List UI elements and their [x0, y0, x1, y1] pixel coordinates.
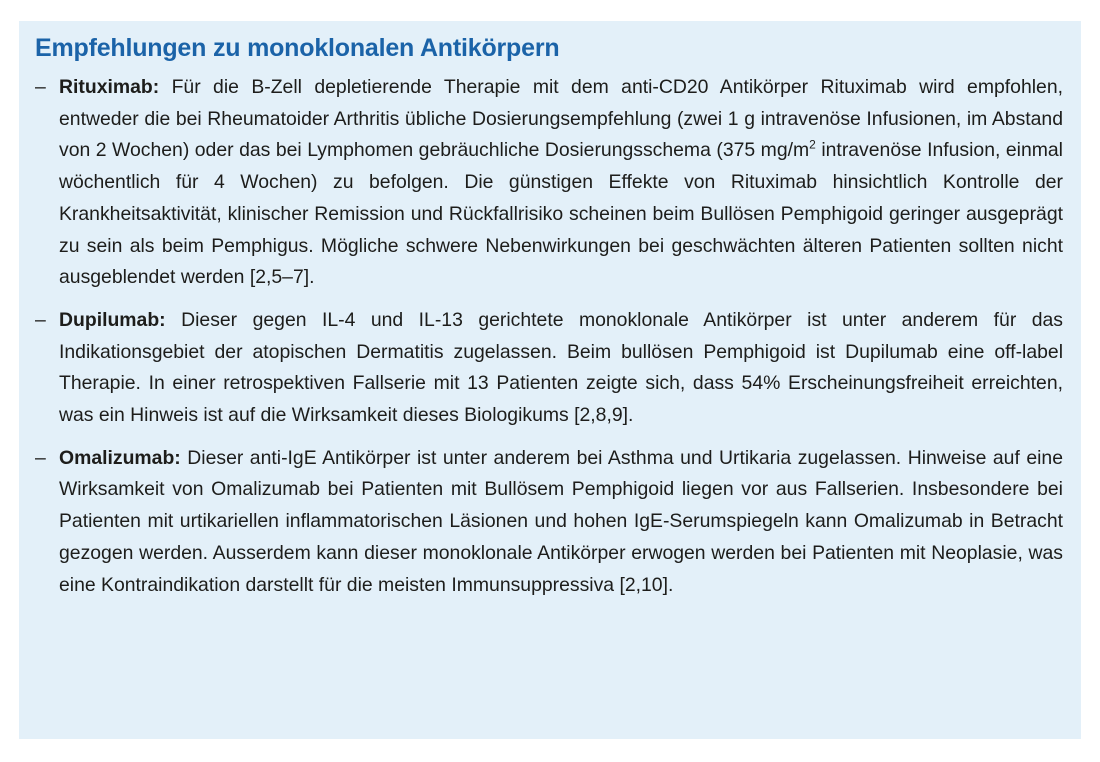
list-item-dupilumab [35, 305, 1063, 432]
item-text: Dieser anti-IgE Antikörper ist unter anderem bei Asthma und Urtikaria zugelassen. Hinweise auf eine Wirksamkeit von Omalizumab bei Patienten mit Bullösem Pemphigoid liegen vor aus Fallserien. Insbesondere bei Patienten mit urtikariellen inflammatorischen Läsionen und hohen IgE-Serumspiegeln kann Omalizumab in Betracht gezogen werden. Ausserdem kann dieser monoklonale Antikörper erwogen werden bei Patienten mit Neoplasie, was eine Kontraindikation darstellt für die meisten Immunsuppressiva [2,10]. [59, 446, 1063, 596]
item-text: Für die B-Zell depletierende Therapie mit dem anti-CD20 Antikörper Rituximab wird empfohlen, entweder die bei Rheumatoider Arthritis übliche Dosierungsempfehlung (zwei 1 g intravenöse Infusionen, im Abstand von 2 Wochen) oder das bei Lymphomen gebräuchliche Dosierungsschema (375 mg/m [59, 76, 1063, 162]
list-item-rituximab [35, 72, 1063, 294]
item-term: Omalizumab: [59, 446, 181, 469]
item-term: Dupilumab: [59, 308, 166, 331]
list-bullet: – [35, 76, 46, 98]
item-text: Dieser gegen IL-4 und IL-13 gerichtete monoklonale Antikörper ist unter anderem für das Indikationsgebiet der atopischen Dermatitis zugelassen. Beim bullösen Pemphigoid ist Dupilumab eine off-label Therapie. In einer retrospektiven Fallserie mit 13 Patienten zeigte sich, dass 54% Erscheinungsfreiheit erreichten, was ein Hinweis ist auf die Wirksamkeit dieses Biologikums [2,8,9]. [59, 308, 1063, 427]
box-title: Empfehlungen zu monoklonalen Antikörpern [35, 34, 560, 62]
item-term: Rituximab: [59, 76, 160, 98]
superscript: 2 [809, 137, 816, 152]
item-text-continued: intravenöse Infusion, einmal wöchentlich für 4 Wochen) zu befolgen. Die günstigen Effekte von Rituximab hinsichtlich Kontrolle der Krankheitsaktivität, klinischer Remission und Rückfallrisiko scheinen beim Bullösen Pemphigoid geringer ausgeprägt zu sein als beim Pemphigus. Mögliche schwere Nebenwirkungen bei geschwächten älteren Patienten sollten nicht ausgeblendet werden [2,5–7]. [59, 139, 1063, 289]
list-item-omalizumab [35, 443, 1063, 602]
list-bullet: – [35, 308, 46, 331]
recommendation-box [19, 21, 1081, 739]
list-bullet: – [35, 446, 46, 469]
